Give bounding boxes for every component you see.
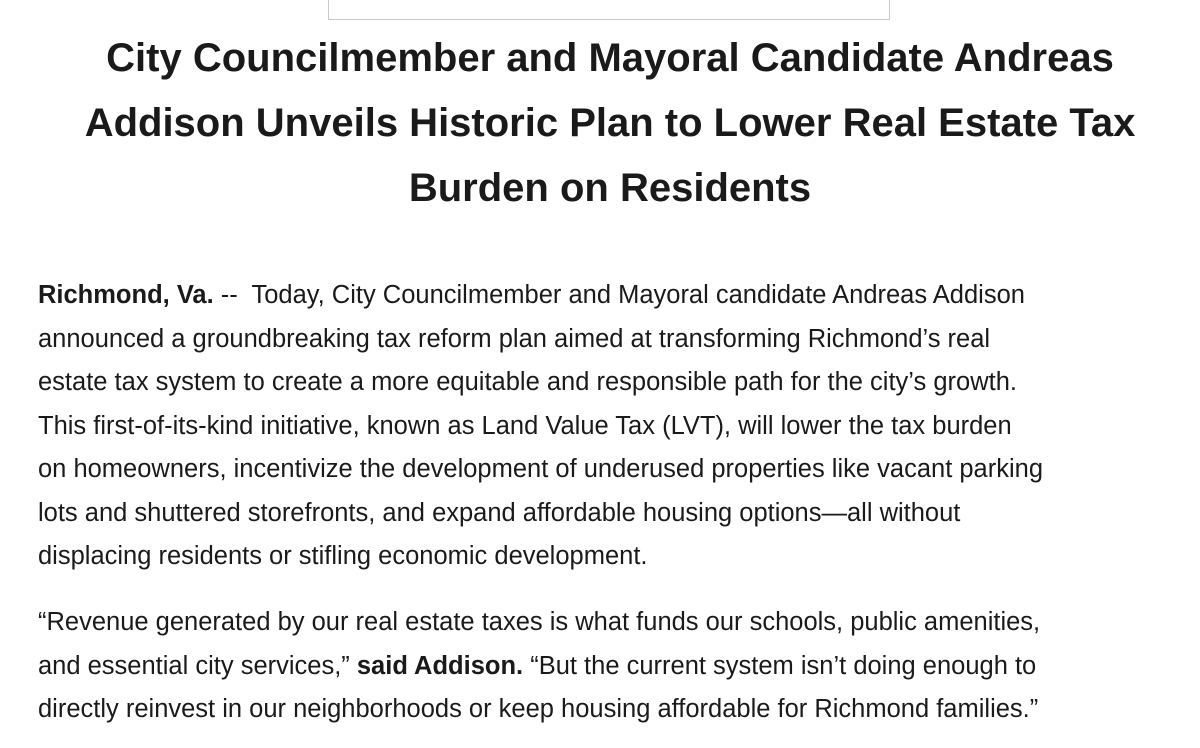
- paragraph-line: announced a groundbreaking tax reform plan aimed at transforming Richmond’s real: [38, 324, 991, 353]
- quote-text: “But the current system isn’t doing enough to: [523, 651, 1037, 680]
- intro-paragraph: [38, 274, 1188, 579]
- headline-line: Addison Unveils Historic Plan to Lower Real Estate Tax: [84, 101, 1136, 145]
- paragraph-line: estate tax system to create a more equitable and responsible path for the city’s growth.: [38, 368, 1017, 396]
- paragraph-line: “Revenue generated by our real estate taxes is what funds our schools, public amenities,: [38, 608, 1041, 636]
- dateline: Richmond, Va.: [38, 281, 214, 309]
- paragraph-line: lots and shuttered storefronts, and expand affordable housing options—all without: [38, 498, 961, 527]
- paragraph-line: [38, 645, 1188, 689]
- headline-line: Burden on Residents: [408, 166, 812, 210]
- paragraph-line: directly reinvest in our neighborhoods or keep housing affordable for Richmond families.”: [38, 695, 1039, 723]
- embedded-frame-edge: [328, 0, 890, 20]
- quote-text: and essential city services,”: [38, 651, 357, 680]
- press-release-headline: [20, 26, 1200, 221]
- attribution: said Addison.: [356, 651, 524, 680]
- paragraph-line: displacing residents or stifling economic development.: [38, 542, 648, 570]
- paragraph-line: [38, 274, 1188, 318]
- dateline-separator: --: [213, 281, 252, 309]
- headline-line: City Councilmember and Mayoral Candidate Andreas: [106, 36, 1114, 80]
- paragraph-text: Today, City Councilmember and Mayoral candidate Andreas Addison: [251, 281, 1025, 309]
- quote-paragraph: [38, 601, 1188, 732]
- paragraph-line: on homeowners, incentivize the development of underused properties like vacant parking: [38, 455, 1044, 483]
- paragraph-line: This first-of-its-kind initiative, known as Land Value Tax (LVT), will lower the tax burden: [38, 411, 1012, 440]
